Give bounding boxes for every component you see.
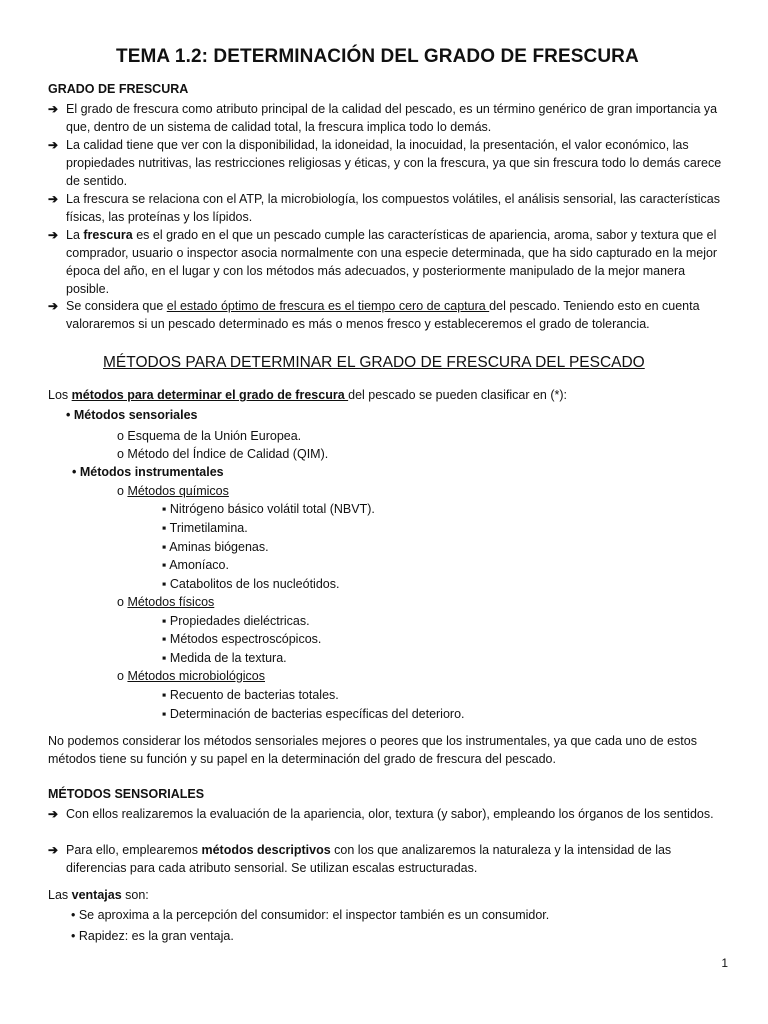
list-item: ▪ Nitrógeno básico volátil total (NBVT). <box>162 502 375 516</box>
micro-label: o Métodos microbiológicos <box>117 669 265 683</box>
list-item <box>48 297 730 333</box>
list-item <box>48 226 730 298</box>
arrow-icon: ➔ <box>48 102 59 116</box>
list-item: ▪ Recuento de bacterias totales. <box>162 688 339 702</box>
list-item-text: Se considera que el estado óptimo de frescura es el tiempo cero de captura del pescado. Teniendo esto en cuenta valoraremos si un pescado determinado es más o menos fresco y estableceremos el grado de tolerancia. <box>66 299 700 331</box>
section-heading-sensoriales: MÉTODOS SENSORIALES <box>48 787 205 801</box>
list-item <box>48 190 730 226</box>
list-item-text: El grado de frescura como atributo principal de la calidad del pescado, es un término genérico de gran importancia ya que, dentro de un sistema de calidad total, la frescura implica todo lo demás. <box>66 102 718 134</box>
fisicos-label: o Métodos físicos <box>117 595 215 609</box>
page-title: TEMA 1.2: DETERMINACIÓN DEL GRADO DE FRESCURA <box>116 46 639 67</box>
underlined-phrase: el estado óptimo de frescura es el tiempo cero de captura <box>166 299 490 313</box>
list-item-text: La frescura es el grado en el que un pescado cumple las características de apariencia, aroma, sabor y textura que el comprador, usuario o inspector asocia normalmente con una especie determinada, que ha sido capturado en la mejor época del año, en el lugar y con los métodos más adecuados, y posteriormente manipulado de la mejor manera posible. <box>66 228 718 296</box>
sensorial-label: • Métodos sensoriales <box>66 408 198 422</box>
methods-intro-link: métodos para determinar el grado de frescura <box>71 388 349 402</box>
methods-heading: MÉTODOS PARA DETERMINAR EL GRADO DE FRESCURA DEL PESCADO <box>103 354 645 371</box>
arrow-icon: ➔ <box>48 228 59 242</box>
list-item: ▪ Catabolitos de los nucleótidos. <box>162 577 340 591</box>
list-item <box>48 805 730 823</box>
list-item: o Método del Índice de Calidad (QIM). <box>117 447 329 461</box>
quimicos-label: o Métodos químicos <box>117 484 229 498</box>
ventajas-intro: Las ventajas son: <box>48 888 149 902</box>
list-item <box>48 100 730 136</box>
list-item <box>48 841 730 877</box>
list-item: ▪ Determinación de bacterias específicas del deterioro. <box>162 707 465 721</box>
list-item-text: Con ellos realizaremos la evaluación de la apariencia, olor, textura (y sabor), empleando los órganos de los sentidos. <box>66 807 714 821</box>
list-item-text: La calidad tiene que ver con la disponibilidad, la idoneidad, la inocuidad, la presentación, el valor económico, las propiedades nutritivas, las restricciones religiosas y éticas, y con la frescura, ya que sin frescura todo lo demás carece de sentido. <box>66 138 722 188</box>
arrow-icon: ➔ <box>48 843 59 857</box>
list-item: ▪ Medida de la textura. <box>162 651 287 665</box>
arrow-icon: ➔ <box>48 138 59 152</box>
instrumental-label: • Métodos instrumentales <box>72 465 224 479</box>
arrow-icon: ➔ <box>48 192 59 206</box>
list-item: ▪ Aminas biógenas. <box>162 540 269 554</box>
methods-intro: Los métodos para determinar el grado de frescura del pescado se pueden clasificar en (*): <box>48 388 568 402</box>
list-item-text: Para ello, emplearemos métodos descriptivos con los que analizaremos la naturaleza y la intensidad de las diferencias para cada atributo sensorial. Se utilizan escalas estructuradas. <box>66 843 672 875</box>
list-item-text: La frescura se relaciona con el ATP, la microbiología, los compuestos volátiles, el análisis sensorial, las características físicas, las proteínas y los lípidos. <box>66 192 721 224</box>
methods-conclusion: No podemos considerar los métodos sensoriales mejores o peores que los instrumentales, ya que cada uno de estos métodos tiene su función y su papel en la determinación del grado de frescura del pescado. <box>48 734 697 766</box>
list-item: o Esquema de la Unión Europea. <box>117 429 302 443</box>
arrow-icon: ➔ <box>48 807 59 821</box>
arrow-icon: ➔ <box>48 299 59 313</box>
section-heading-grado: GRADO DE FRESCURA <box>48 82 189 96</box>
list-item: ▪ Trimetilamina. <box>162 521 248 535</box>
list-item: ▪ Métodos espectroscópicos. <box>162 632 322 646</box>
bold-term: frescura <box>83 228 133 242</box>
list-item <box>48 136 730 190</box>
list-item: • Rapidez: es la gran ventaja. <box>71 929 234 943</box>
list-item: ▪ Amoníaco. <box>162 558 229 572</box>
page-number: 1 <box>721 956 728 970</box>
list-item: ▪ Propiedades dieléctricas. <box>162 614 310 628</box>
list-item: • Se aproxima a la percepción del consumidor: el inspector también es un consumidor. <box>71 908 550 922</box>
bold-term: métodos descriptivos <box>201 843 331 857</box>
